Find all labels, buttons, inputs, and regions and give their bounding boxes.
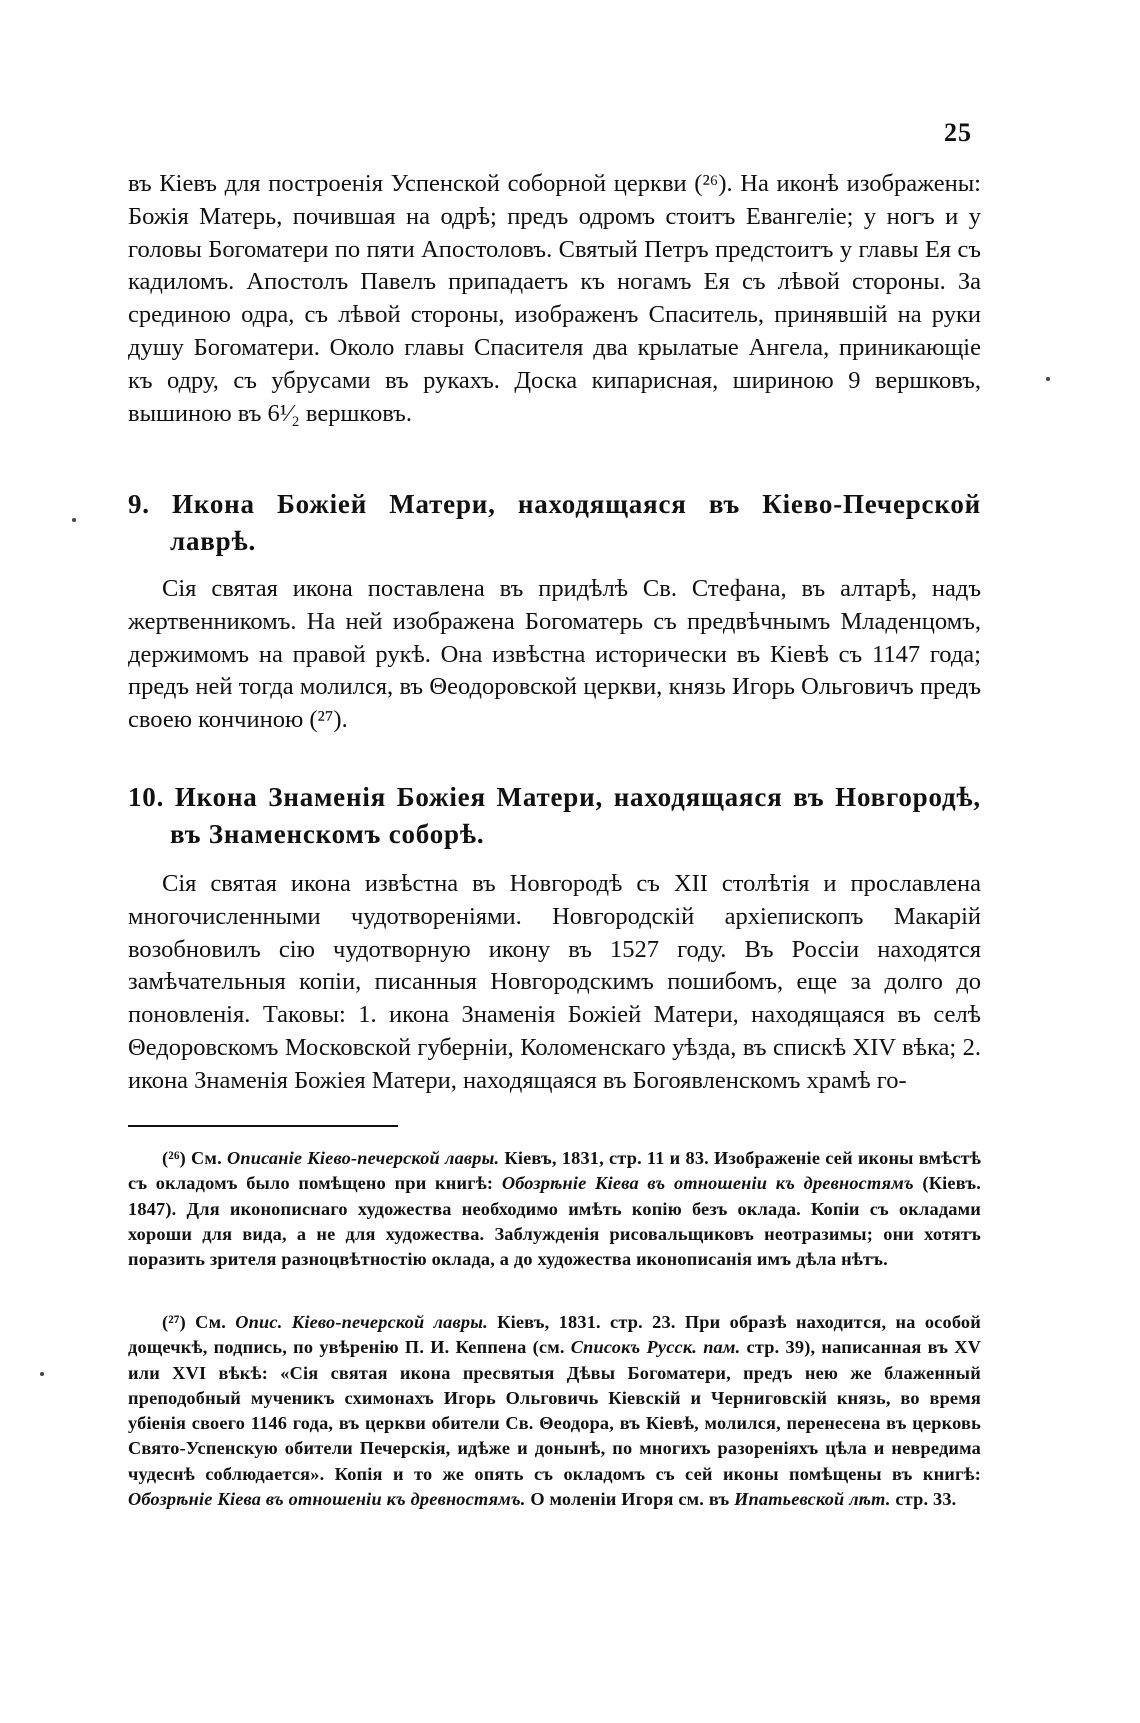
- footnote-27-part: См.: [185, 1312, 236, 1332]
- scan-speck: [40, 1372, 44, 1376]
- footnote-26-mark: (²⁶): [162, 1148, 186, 1168]
- section-9-heading: 9. Икона Божіей Матери, находящаяся въ Кіево-Печерской лаврѣ.: [128, 489, 981, 556]
- footnote-26-part: См.: [185, 1148, 227, 1168]
- footnote-divider: [128, 1125, 398, 1127]
- section-9-text: Сія святая икона поставлена въ придѣлѣ Св. Стефана, въ алтарѣ, надъ жертвенникомъ. На ней изображена Богоматерь съ предвѣчнымъ Младенцомъ, держимомъ на правой рукѣ. Она извѣстна исторически въ Кіевѣ съ 1147 года; предъ ней тогда молился, въ Θеодоровской церкви, князь Игорь Ольговичъ предъ своею кончиною (²⁷).: [128, 575, 981, 734]
- section-9-body: [128, 573, 981, 737]
- footnote-27: [128, 1310, 981, 1512]
- footnote-26-part: Кіевъ, 1831, стр. 11 и 83. Изображеніе сей иконы вмѣстѣ съ окладомъ было помѣщено при книгѣ:: [128, 1148, 981, 1194]
- footnote-27-list-title: Списокъ Русск. пам.: [570, 1337, 741, 1358]
- section-10: [128, 779, 981, 853]
- top-paragraph: въ Кіевъ для построенія Успенской соборной церкви (²⁶). На иконѣ изображены: Божія Матерь, почившая на одрѣ; предъ одромъ стоитъ Евангеліе; у ногъ и у головы Богоматери по пяти Апостоловъ. Святый Петръ предстоитъ у главы Ея съ кадиломъ. Апостолъ Павелъ припадаетъ къ ногамъ Ея съ лѣвой стороны. За срединою одра, съ лѣвой стороны, изображенъ Спаситель, принявшій на руки душу Богоматери. Около главы Спасителя два крылатые Ангела, приникающіе къ одру, съ убрусами въ рукахъ. Доска кипарисная, шириною 9 вершковъ, вышиною въ 6¹⁄₂ вершковъ.: [128, 170, 981, 427]
- footnote-27-book-title: Обозрѣніе Кіева въ отношеніи къ древностямъ.: [128, 1489, 526, 1510]
- footnote-26-book-title: Обозрѣніе Кіева въ отношеніи къ древностямъ: [501, 1173, 914, 1194]
- section-10-body: [128, 868, 981, 1098]
- footnote-27-chronicle-title: Ипатьевской лѣт.: [734, 1489, 891, 1510]
- footnote-27-part: стр. 39), написанная въ XV или XVI вѣкѣ: «Сія святая икона пресвятыя Дѣвы Богоматери, предъ нею же блаженный преподобный мученикъ схимонахъ Игорь Ольговичь Кіевскій и Черниговскій князь, во время убіенія своего 1146 года, въ церкви обители Св. Θеодора, въ Кіевѣ, молился, перенесена въ церковь Свято-Успенскую обители Печерскія, идѣже и донынѣ, по многихъ разореніяхъ цѣла и невредима чудеснѣ соблюдается». Копія и то же опять съ окладомъ съ сей иконы помѣщены въ книгѣ:: [128, 1337, 981, 1484]
- section-10-text: Сія святая икона извѣстна въ Новгородѣ съ XII столѣтія и прославлена многочисленными чудотвореніями. Новгородскій архіепископъ Макарій возобновилъ сію чудотворную икону въ 1527 году. Въ Россіи находятся замѣчательныя копіи, писанныя Новгородскимъ пошибомъ, еще за долго до поновленія. Таковы: 1. икона Знаменія Божіей Матери, находящаяся въ селѣ Θедоровскомъ Московской губерніи, Коломенскаго уѣзда, въ спискѣ XIV вѣка; 2. икона Знаменія Божіея Матери, находящаяся въ Богоявленскомъ храмѣ го-: [128, 870, 981, 1094]
- footnote-26-text: [128, 1146, 981, 1272]
- footnote-27-text: [128, 1310, 981, 1512]
- page-number: 25: [944, 118, 972, 147]
- footnote-27-part: О моленіи Игоря см. въ: [525, 1489, 735, 1510]
- scan-speck: [72, 518, 76, 522]
- footnote-26-part: (Кіевъ. 1847). Для иконописнаго художества необходимо имѣть копію безъ оклада. Копіи съ окладами хороши для вида, а не для художества. Заблужденія рисовальщиковъ неотразимы; они хотятъ поразить зрителя разноцвѣтностію оклада, а до художества иконописанія имъ дѣла нѣтъ.: [128, 1173, 981, 1270]
- section-10-heading: 10. Икона Знаменія Божіея Матери, находящаяся въ Новгородѣ, въ Знаменскомъ соборѣ.: [128, 782, 981, 849]
- footnote-27-part: Кіевъ, 1831. стр. 23. При образѣ находится, на особой дощечкѣ, подпись, по увѣренію П. И. Кеппена (см.: [128, 1312, 981, 1358]
- footnote-26: [128, 1146, 981, 1272]
- footnote-27-mark: (²⁷): [162, 1312, 186, 1332]
- scan-speck: [1046, 377, 1050, 381]
- section-9: [128, 486, 981, 560]
- footnote-26-title: Описаніе Кіево-печерской лавры.: [226, 1148, 500, 1168]
- footnote-27-part: стр. 33.: [890, 1489, 957, 1510]
- footnote-27-title: Опис. Кіево-печерской лавры.: [235, 1312, 488, 1332]
- top-paragraph-block: [128, 168, 981, 430]
